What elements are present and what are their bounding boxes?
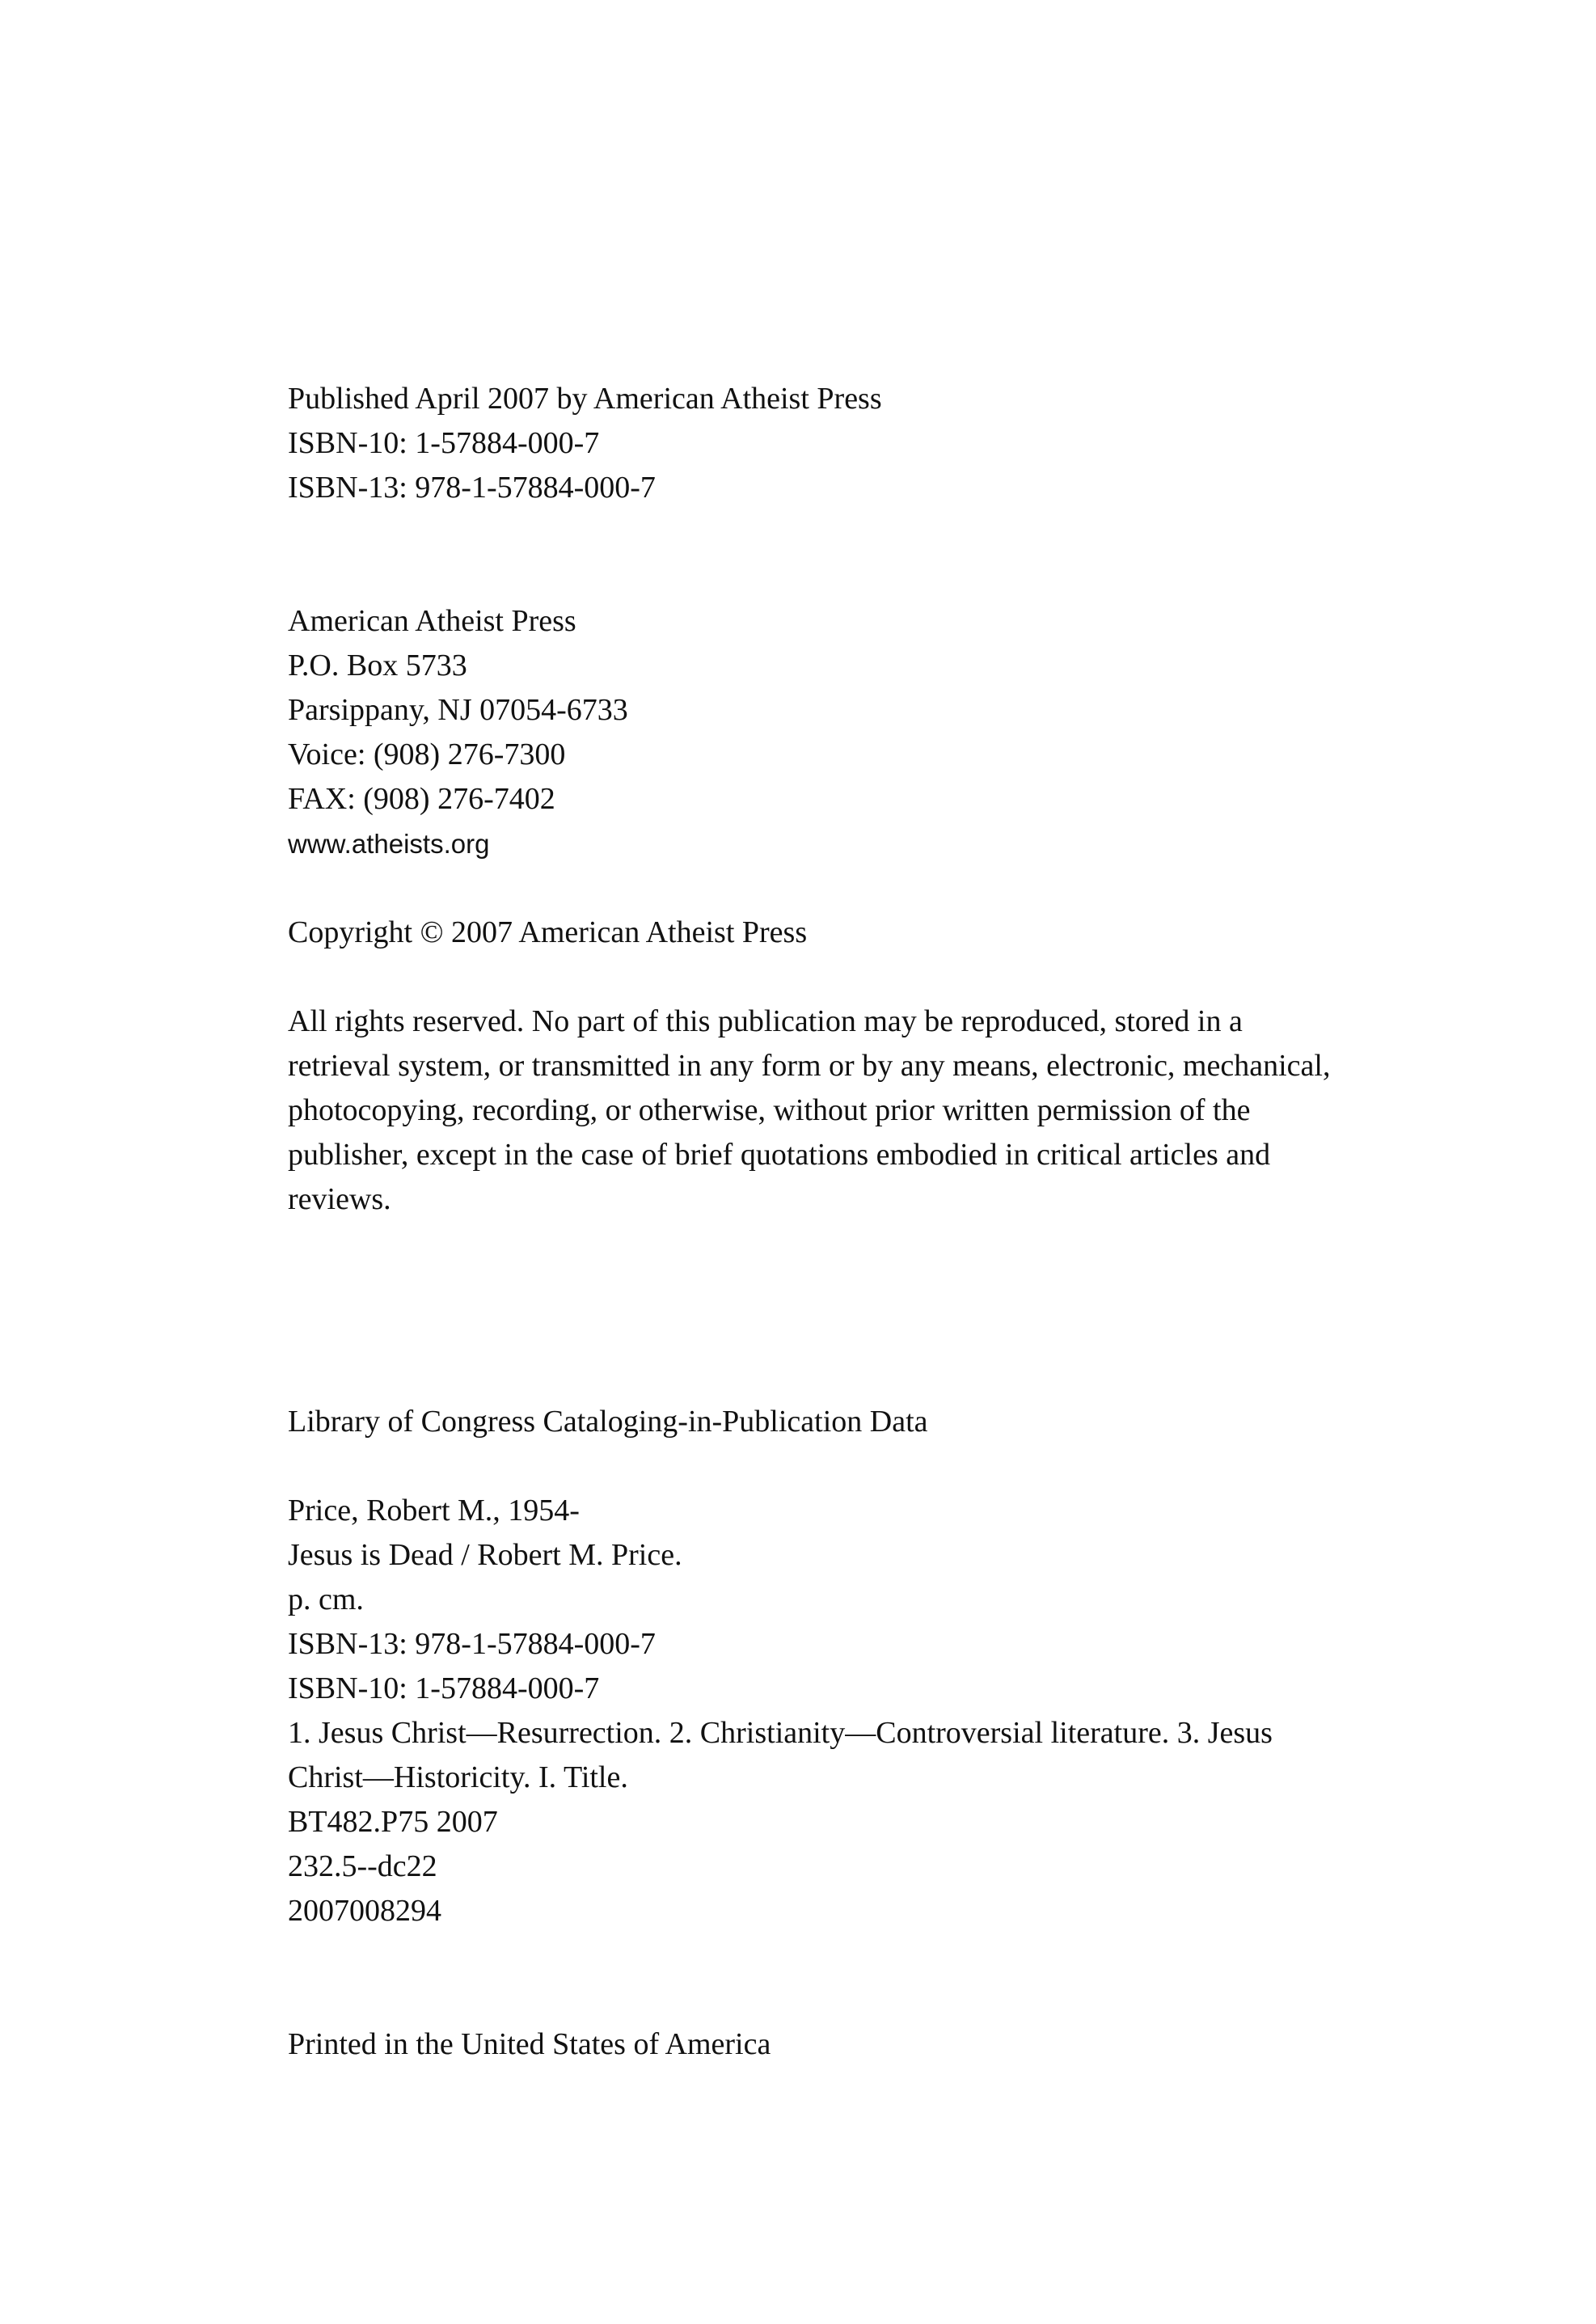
catalog-subjects: 1. Jesus Christ—Resurrection. 2. Christianity—Controversial literature. 3. Jesus Christ—Historicity. I. Title. (288, 1716, 1273, 1794)
catalog-lccn: 2007008294 (288, 1894, 441, 1928)
voice-phone: Voice: (908) 276-7300 (288, 737, 566, 771)
cataloging-heading: Library of Congress Cataloging-in-Publication Data (288, 1405, 928, 1439)
city-line: Parsippany, NJ 07054-6733 (288, 693, 628, 727)
fax-number: FAX: (908) 276-7402 (288, 782, 555, 816)
isbn10-line: ISBN-10: 1-57884-000-7 (288, 426, 600, 460)
publication-line: Published April 2007 by American Atheist Press (288, 382, 882, 416)
catalog-dewey: 232.5--dc22 (288, 1849, 437, 1883)
catalog-isbn10: ISBN-10: 1-57884-000-7 (288, 1671, 600, 1705)
catalog-title: Jesus is Dead / Robert M. Price. (288, 1538, 682, 1572)
page-content (288, 377, 1331, 2067)
publication-info (288, 377, 1331, 510)
copyright-notice: Copyright © 2007 American Atheist Press (288, 915, 808, 949)
cataloging-heading-block (288, 1400, 1331, 1444)
website-link[interactable]: www.atheists.org (288, 829, 490, 859)
cataloging-record (288, 1489, 1331, 1711)
isbn13-line: ISBN-13: 978-1-57884-000-7 (288, 471, 656, 505)
po-box: P.O. Box 5733 (288, 649, 467, 682)
rights-statement: All rights reserved. No part of this publication may be reproduced, stored in a retrieval system, or transmitted in any form or by any means, electronic, mechanical, photocopying, recording, or otherwise, without prior written permission of the publisher, except in the case of brief quotations embodied in critical articles and reviews. (288, 1004, 1331, 1216)
printed-notice-block (288, 2022, 1331, 2067)
catalog-author: Price, Robert M., 1954- (288, 1494, 580, 1528)
copyright-notice-block (288, 911, 1331, 955)
publisher-address (288, 599, 1331, 866)
catalog-extent: p. cm. (288, 1582, 364, 1616)
printed-notice: Printed in the United States of America (288, 2027, 771, 2061)
catalog-isbn13: ISBN-13: 978-1-57884-000-7 (288, 1627, 656, 1661)
cataloging-numbers (288, 1800, 1331, 1933)
publisher-name: American Atheist Press (288, 604, 576, 638)
catalog-lc-class: BT482.P75 2007 (288, 1805, 498, 1839)
